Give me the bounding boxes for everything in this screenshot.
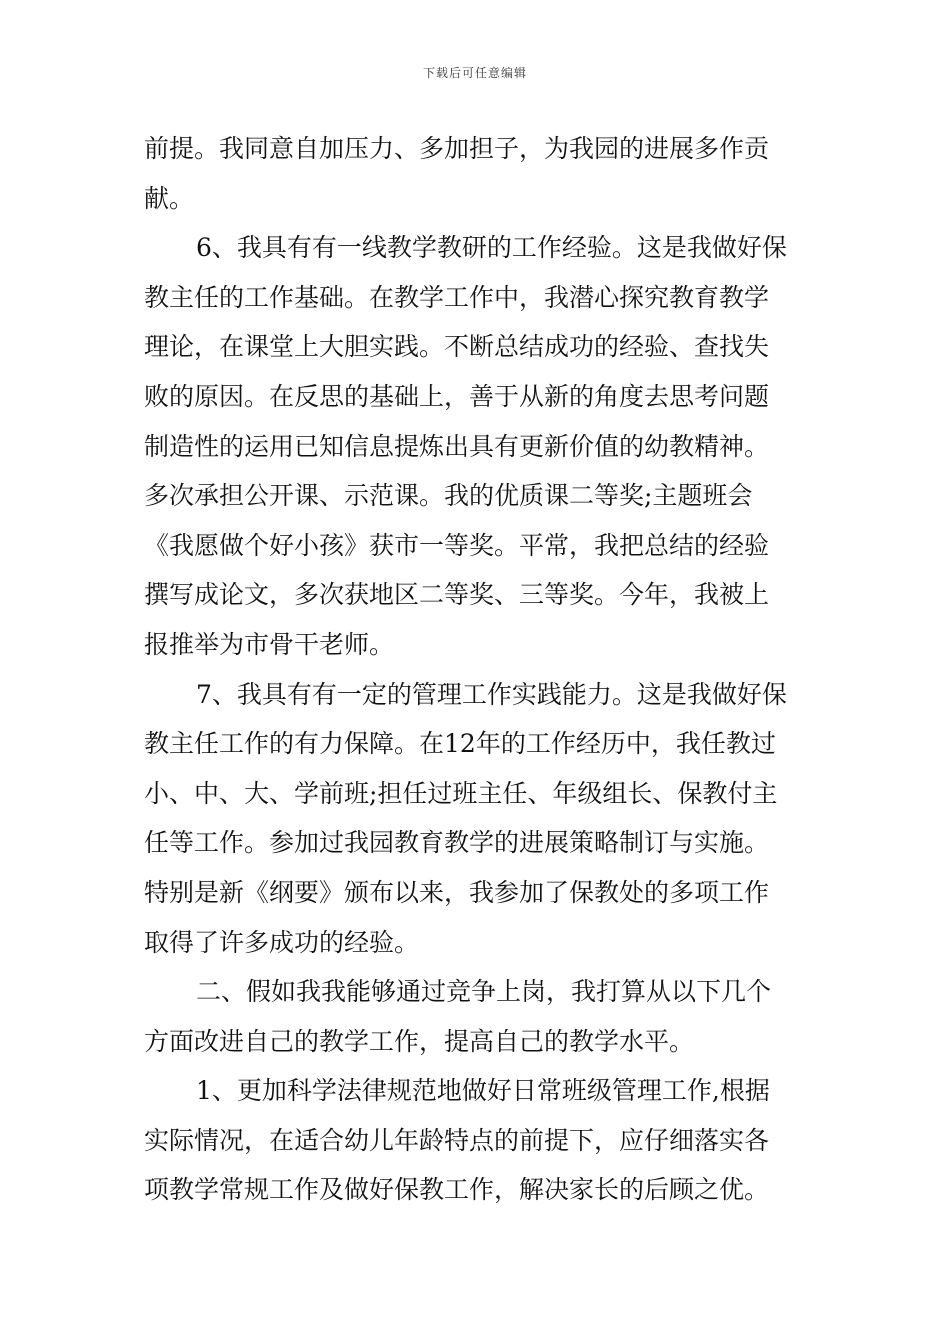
text-line: 实际情况，在适合幼儿年龄特点的前提下，应仔细落实各 bbox=[144, 1125, 770, 1155]
text-line: 败的原因。在反思的基础上，善于从新的角度去思考问题 bbox=[144, 381, 770, 411]
text-line: 教主任工作的有力保障。在12年的工作经历中，我任教过 bbox=[144, 729, 776, 759]
text-line: 特别是新《纲要》颁布以来，我参加了保教处的多项工作 bbox=[144, 877, 770, 907]
text-line: 制造性的运用已知信息提炼出具有更新价值的幼教精神。 bbox=[144, 431, 770, 461]
text-line: 教主任的工作基础。在教学工作中，我潜心探究教育教学 bbox=[144, 282, 770, 312]
document-body bbox=[144, 124, 814, 1215]
text-line: 撰写成论文，多次获地区二等奖、三等奖。今年，我被上 bbox=[144, 580, 770, 610]
text-line: 《我愿做个好小孩》获市一等奖。平常，我把总结的经验 bbox=[144, 530, 770, 560]
text-line: 任等工作。参加过我园教育教学的进展策略制订与实施。 bbox=[144, 828, 770, 858]
paragraph-start-line: 6、我具有有一线教学教研的工作经验。这是我做好保 bbox=[196, 233, 787, 263]
text-line: 献。 bbox=[144, 183, 195, 213]
text-line: 理论，在课堂上大胆实践。不断总结成功的经验、查找失 bbox=[144, 332, 770, 362]
paragraph-start-line: 二、假如我我能够通过竞争上岗，我打算从以下几个 bbox=[196, 977, 772, 1007]
text-line: 方面改进自己的教学工作，提高自己的教学水平。 bbox=[144, 1026, 695, 1056]
text-line: 项教学常规工作及做好保教工作，解决家长的后顾之优。 bbox=[144, 1175, 770, 1205]
page-header: 下载后可任意编辑 bbox=[422, 66, 527, 80]
paragraph-start-line: 1、更加科学法律规范地做好日常班级管理工作,根据 bbox=[196, 1076, 770, 1106]
text-line: 报推举为市骨干老师。 bbox=[144, 629, 395, 659]
paragraph-start-line: 7、我具有有一定的管理工作实践能力。这是我做好保 bbox=[196, 679, 787, 709]
text-line: 前提。我同意自加压力、多加担子，为我园的进展多作贡 bbox=[144, 134, 770, 163]
text-line: 取得了许多成功的经验。 bbox=[144, 927, 420, 957]
text-line: 多次承担公开课、示范课。我的优质课二等奖;主题班会 bbox=[144, 481, 753, 511]
text-line: 小、中、大、学前班;担任过班主任、年级组长、保教付主 bbox=[144, 778, 778, 808]
